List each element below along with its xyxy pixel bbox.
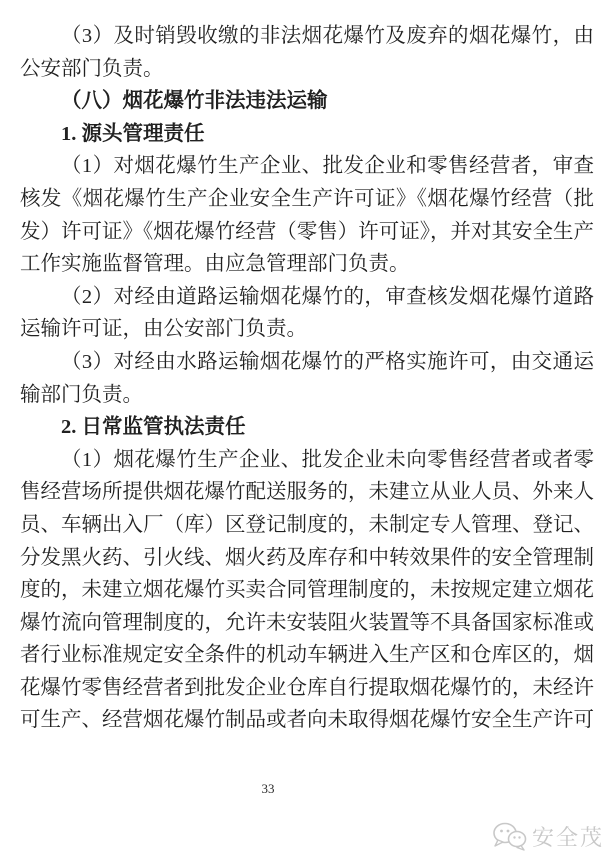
paragraph: （3）及时销毁收缴的非法烟花爆竹及废弃的烟花爆竹，由公安部门负责。 xyxy=(20,25,594,80)
wechat-icon xyxy=(491,820,527,852)
page-number: 33 xyxy=(261,781,275,796)
brand-watermark xyxy=(491,820,604,852)
paragraph: （2）对经由道路运输烟花爆竹的，审查核发烟花爆竹道路运输许可证，由公安部门负责。 xyxy=(20,285,594,341)
section-heading: 2. 日常监管执法责任 xyxy=(61,416,246,439)
document-body xyxy=(20,20,594,737)
section-heading: 1. 源头管理责任 xyxy=(61,122,205,145)
paragraph: （1）对烟花爆竹生产企业、批发企业和零售经营者，审查核发《烟花爆竹生产企业安全生产许可证》《烟花爆竹经营（批发）许可证》《烟花爆竹经营（零售）许可证》，并对其安全生产工作实施监督管理。由应急管理部门负责。 xyxy=(20,155,594,276)
paragraph: （3）对经由水路运输烟花爆竹的严格实施许可，由交通运输部门负责。 xyxy=(20,350,594,406)
brand-name: 安全茂 xyxy=(531,824,604,850)
paragraph: （1）烟花爆竹生产企业、批发企业未向零售经营者或者零售经营场所提供烟花爆竹配送服务的，未建立从业人员、外来人员、车辆出入厂（库）区登记制度的，未制定专人管理、登记、分发黑火药、引火线、烟火药及库存和中转效果件的安全管理制度的，未建立烟花爆竹买卖合同管理制度的，未按规定建立烟花爆竹流向管理制度的，允许未安装阻火装置等不具备国家标准或者行业标准规定安全条件的机动车辆进入生产区和仓库区的，烟花爆竹零售经营者到批发企业仓库自行提取烟花爆竹的，未经许可生产、经营烟花爆竹制品或者向未取得烟花爆竹安全生产许可 xyxy=(20,448,594,732)
section-heading: （八）烟花爆竹非法违法运输 xyxy=(61,90,328,113)
